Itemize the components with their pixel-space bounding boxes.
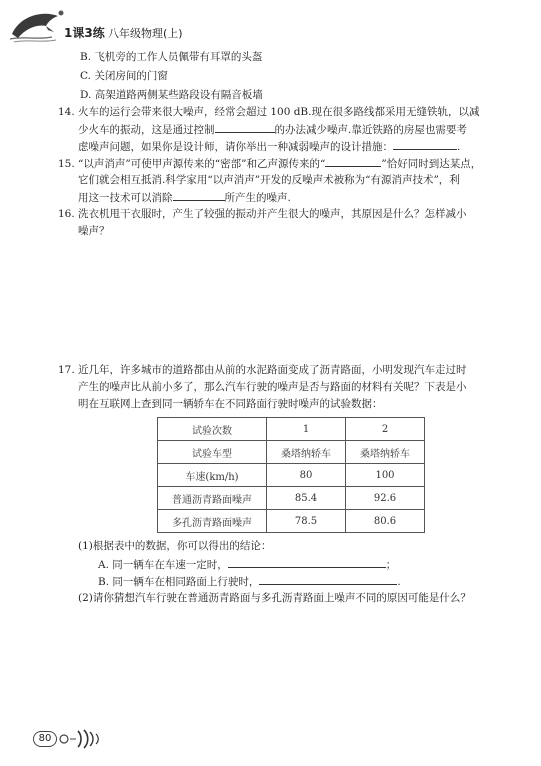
answer-blank[interactable]	[215, 121, 275, 133]
question-number: 17.	[58, 364, 75, 376]
question-number: 14.	[58, 106, 75, 118]
table-cell: 桑塔纳轿车	[267, 441, 346, 464]
table-cell: 车速(km/h)	[158, 464, 267, 487]
table-cell: 80.6	[346, 510, 425, 533]
question-17: 17. 近几年，许多城市的道路都由从前的水泥路面变成了沥青路面，小明发现汽车走过时	[58, 364, 467, 376]
answer-blank[interactable]	[228, 556, 386, 568]
table-row	[158, 487, 425, 510]
answer-blank[interactable]	[393, 138, 457, 150]
option-c: C. 关闭房间的门窗	[80, 70, 168, 82]
q17-sub-b: B. 同一辆车在相同路面上行驶时， .	[98, 573, 401, 590]
table-cell: 试验车型	[158, 441, 267, 464]
header-brand: 1课3练	[64, 26, 105, 40]
table-cell: 85.4	[267, 487, 346, 510]
question-number: 16.	[58, 208, 75, 220]
table-cell: 92.6	[346, 487, 425, 510]
table-row	[158, 441, 425, 464]
q15-line3: 用这一技术可以消除 所产生的噪声.	[78, 189, 291, 206]
table-cell: 普通沥青路面噪声	[158, 487, 267, 510]
table-row	[158, 510, 425, 533]
q17-sub1: (1)根据表中的数据，你可以得出的结论：	[78, 540, 272, 552]
q16-line2: 噪声？	[78, 225, 110, 237]
table-cell: 1	[267, 418, 346, 441]
q17-sub-a: A. 同一辆车在车速一定时， ；	[98, 556, 396, 573]
table-cell: 100	[346, 464, 425, 487]
question-15: 15. “以声消声”可使甲声源传来的“密部”和乙声源传来的“ ”恰好同时到达某点，	[58, 155, 481, 172]
table-cell: 试验次数	[158, 418, 267, 441]
q17-line3: 明在互联网上查到同一辆轿车在不同路面行驶时噪声的试验数据：	[78, 398, 383, 410]
footer-ornament-icon	[58, 727, 102, 751]
q17-sub2: (2)请你猜想汽车行驶在普通沥青路面与多孔沥青路面上噪声不同的原因可能是什么？	[78, 592, 471, 604]
table-row	[158, 418, 425, 441]
question-16: 16. 洗衣机甩干衣服时，产生了较强的振动并产生很大的噪声，其原因是什么？怎样减小	[58, 208, 467, 220]
page-number: 80	[33, 731, 57, 747]
option-d: D. 高架道路两侧某些路段设有隔音板墙	[80, 89, 263, 101]
footer-decoration	[58, 727, 102, 755]
table-cell: 多孔沥青路面噪声	[158, 510, 267, 533]
question-14	[58, 104, 480, 120]
q17-line2: 产生的噪声比从前小多了，那么汽车行驶的噪声是否与路面的材料有关呢？下表是小	[78, 381, 467, 393]
option-b: B. 飞机旁的工作人员佩带有耳罩的头盔	[80, 51, 263, 63]
noise-data-table	[157, 417, 425, 533]
answer-blank[interactable]	[259, 573, 397, 585]
table-cell: 2	[346, 418, 425, 441]
answer-area-q17[interactable]	[78, 610, 498, 710]
header-subject: 八年级物理(上)	[108, 27, 183, 40]
answer-area-q16[interactable]	[78, 244, 498, 354]
table-cell: 78.5	[267, 510, 346, 533]
table-cell: 桑塔纳轿车	[346, 441, 425, 464]
q14-line3: 虑噪声问题，如果你是设计师，请你举出一种减弱噪声的设计措施： .	[78, 138, 460, 155]
answer-blank[interactable]	[173, 189, 225, 201]
table-row	[158, 464, 425, 487]
q14-line1: 火车的运行会带来很大噪声，经常会超过 100 dB.现在很多路线都采用无缝铁轨，以减	[78, 106, 480, 118]
q15-line2: 它们就会相互抵消.科学家用“以声消声”开发的反噪声术被称为“有源消声技术”，利	[78, 174, 460, 186]
q14-line2: 少火车的振动，这是通过控制 的办法减少噪声.靠近铁路的房屋也需要考	[78, 121, 467, 138]
table-cell: 80	[267, 464, 346, 487]
dolphin-icon	[8, 6, 70, 44]
answer-blank[interactable]	[325, 155, 381, 167]
header-logo	[8, 6, 70, 44]
question-number: 15.	[58, 158, 75, 170]
